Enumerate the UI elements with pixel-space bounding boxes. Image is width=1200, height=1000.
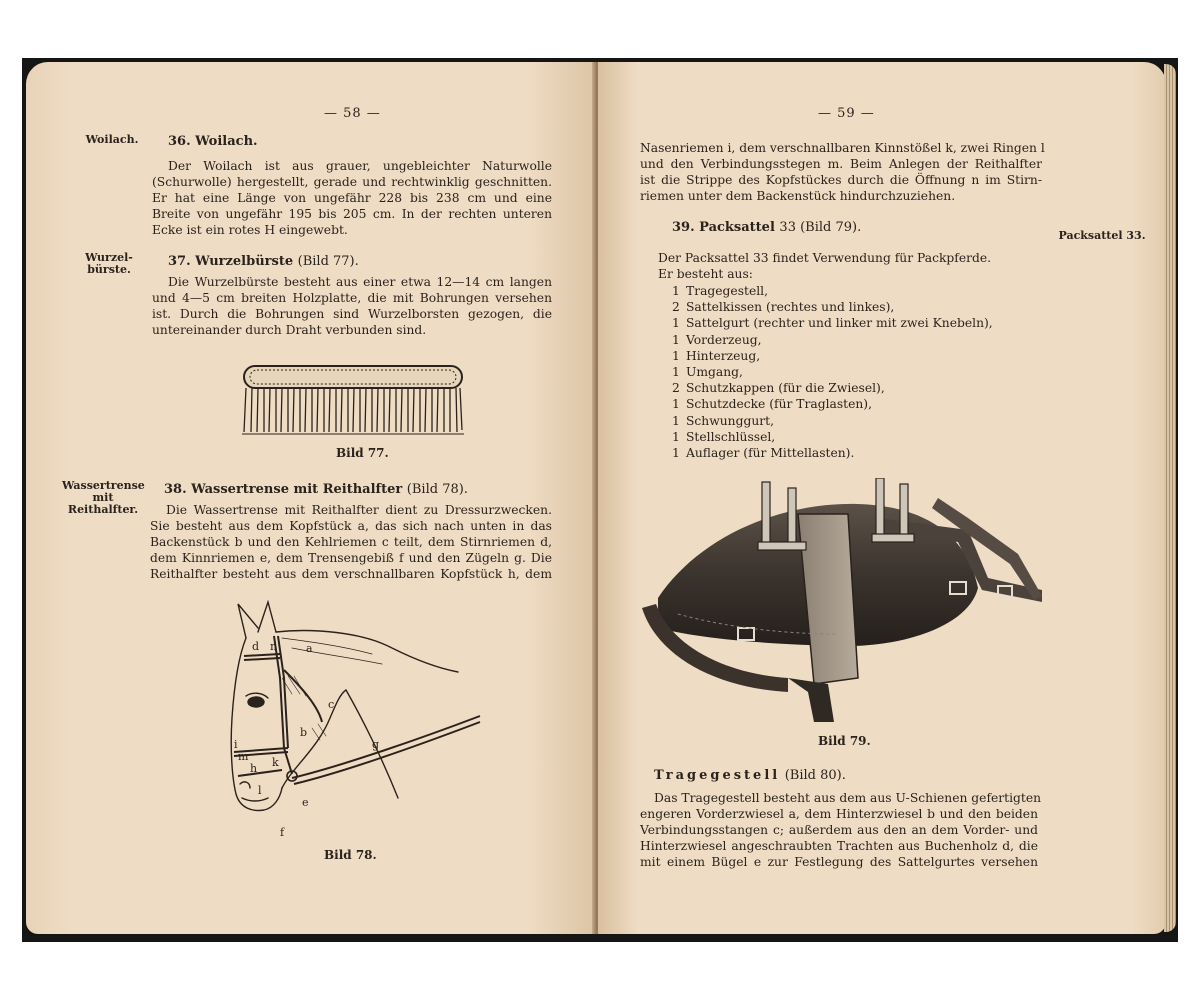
heading-reference: (Bild 80). bbox=[784, 768, 846, 783]
text-line: engeren Vorderzwiesel a, dem Hinterzwiesel b und den beiden bbox=[640, 807, 1038, 821]
label-c: c bbox=[328, 698, 335, 711]
heading-woilach: 36. Woilach. bbox=[168, 134, 258, 149]
paragraph-tragegestell bbox=[640, 790, 1042, 870]
text-line: riemen unter dem Backenstück hindurchzuziehen. bbox=[640, 189, 956, 203]
list-item bbox=[672, 413, 993, 429]
heading-reference: 33 (Bild 79). bbox=[779, 220, 862, 235]
text-line: Nasenriemen i, dem verschnallbaren Kinnstößel k, zwei Ringen l bbox=[640, 141, 1045, 155]
text-line: dem Kinnriemen e, dem Trensengebiß f und den Zügeln g. Die bbox=[150, 551, 552, 565]
part-name: Sattelgurt (rechter und linker mit zwei Knebeln), bbox=[686, 316, 993, 331]
text-line: untereinander durch Draht verbunden sind. bbox=[152, 323, 427, 337]
part-name: Tragegestell, bbox=[686, 284, 769, 298]
label-l: l bbox=[258, 784, 262, 797]
text-line: Die Wurzelbürste besteht aus einer etwa 12—14 cm langen bbox=[168, 275, 552, 289]
part-name: Vorderzeug, bbox=[686, 332, 762, 347]
label-e: e bbox=[302, 796, 309, 809]
text-line: Der Packsattel 33 findet Verwendung für Packpferde. bbox=[658, 251, 992, 265]
list-item bbox=[672, 445, 993, 461]
text-line: Das Tragegestell besteht aus dem aus U-Schienen gefertigten bbox=[654, 791, 1042, 805]
label-i: i bbox=[234, 738, 238, 751]
label-k: k bbox=[272, 756, 279, 769]
text-line: ist die Strippe des Kopfstückes durch die Öffnung n im Stirn- bbox=[640, 173, 1042, 187]
text-line: und 4—5 cm breiten Holzplatte, die mit Bohrungen versehen bbox=[152, 291, 552, 305]
part-quantity: 1 bbox=[672, 429, 680, 444]
right-page bbox=[598, 62, 1166, 934]
list-item bbox=[672, 332, 993, 348]
margin-note-wurzelbuerste bbox=[74, 252, 144, 276]
figure-caption-79: Bild 79. bbox=[818, 734, 871, 748]
part-quantity: 1 bbox=[672, 348, 680, 363]
paragraph-reithalfter-continued bbox=[640, 140, 1045, 204]
text-line: Sie besteht aus dem Kopfstück a, das sich nach unten in das bbox=[150, 519, 552, 533]
label-b: b bbox=[300, 726, 308, 739]
text-line: Hinterzwiesel angeschraubten Trachten aus Buchenholz d, die bbox=[640, 839, 1038, 853]
margin-note-line: Reithalfter. bbox=[67, 503, 139, 516]
text-line: Breite von ungefähr 195 bis 205 cm. In der rechten unteren bbox=[152, 207, 552, 221]
text-line: (Schurwolle) hergestellt, gerade und rechtwinklig geschnitten. bbox=[152, 175, 552, 189]
text-line: Der Woilach ist aus grauer, ungebleichter Naturwolle bbox=[168, 159, 552, 173]
text-line: Verbindungsstangen c; außerdem aus den an dem Vorder- und bbox=[640, 823, 1038, 837]
paragraph-packsattel-intro bbox=[658, 250, 1038, 282]
heading-text: 38. Wassertrense mit Reithalfter bbox=[164, 482, 403, 497]
part-quantity: 2 bbox=[672, 381, 680, 396]
text-line: Backenstück b und den Kehlriemen c teilt, dem Stirnriemen d, bbox=[150, 535, 552, 549]
part-quantity: 2 bbox=[672, 300, 680, 315]
margin-note-line: bürste. bbox=[87, 263, 131, 276]
margin-note-line: mit bbox=[92, 491, 114, 504]
label-n: n bbox=[270, 640, 278, 653]
book-page-edges bbox=[1164, 64, 1176, 932]
part-quantity: 1 bbox=[672, 316, 680, 331]
list-item bbox=[672, 380, 993, 396]
part-name: Auflager (für Mittellasten). bbox=[686, 446, 855, 461]
text-line: Er besteht aus: bbox=[658, 267, 753, 281]
label-a: a bbox=[306, 642, 313, 655]
label-d: d bbox=[252, 640, 260, 653]
heading-reference: (Bild 77). bbox=[297, 254, 359, 269]
packsattel-photo bbox=[638, 478, 1050, 726]
part-quantity: 1 bbox=[672, 284, 680, 298]
page-number-left: — 58 — bbox=[324, 106, 381, 121]
part-name: Umgang, bbox=[686, 365, 743, 380]
part-quantity: 1 bbox=[672, 365, 680, 380]
part-name: Schwunggurt, bbox=[686, 413, 774, 428]
heading-text: Tragegestell bbox=[654, 768, 781, 783]
list-item bbox=[672, 299, 993, 315]
part-quantity: 1 bbox=[672, 397, 680, 412]
part-name: Schutzdecke (für Traglasten), bbox=[686, 397, 873, 412]
text-line: Ecke ist ein rotes H eingewebt. bbox=[152, 223, 348, 237]
heading-packsattel bbox=[672, 220, 861, 235]
list-item bbox=[672, 315, 993, 331]
margin-note-line: Wassertrense bbox=[62, 479, 145, 492]
part-name: Hinterzeug, bbox=[686, 348, 761, 363]
heading-wurzelbuerste bbox=[168, 254, 359, 269]
figure-caption-78: Bild 78. bbox=[324, 848, 377, 862]
text-line: und den Verbindungsstegen m. Beim Anlegen der Reithalfter bbox=[640, 157, 1042, 171]
brush-illustration bbox=[238, 362, 468, 436]
part-quantity: 1 bbox=[672, 446, 680, 461]
heading-tragegestell bbox=[654, 768, 846, 783]
list-item bbox=[672, 364, 993, 380]
part-quantity: 1 bbox=[672, 413, 680, 428]
heading-text: 39. Packsattel bbox=[672, 220, 775, 235]
left-page bbox=[26, 62, 596, 934]
text-line: Die Wassertrense mit Reithalfter dient zu Dressurzwecken. bbox=[166, 503, 552, 517]
list-item bbox=[672, 396, 993, 412]
heading-text: 37. Wurzelbürste bbox=[168, 254, 294, 269]
paragraph-wassertrense bbox=[150, 502, 552, 582]
heading-wassertrense bbox=[164, 482, 468, 497]
list-item bbox=[672, 348, 993, 364]
horse-bridle-illustration bbox=[222, 598, 482, 840]
paragraph-wurzelbuerste bbox=[152, 274, 552, 338]
paragraph-woilach bbox=[152, 158, 552, 238]
part-name: Schutzkappen (für die Zwiesel), bbox=[686, 381, 885, 396]
list-item bbox=[672, 429, 993, 445]
part-quantity: 1 bbox=[672, 332, 680, 347]
list-item bbox=[672, 283, 993, 299]
text-line: mit einem Bügel e zur Festlegung des Sattelgurtes versehen bbox=[640, 855, 1038, 869]
text-line: Reithalfter besteht aus dem verschnallbaren Kopfstück h, dem bbox=[150, 567, 552, 581]
packsattel-parts-list bbox=[672, 283, 993, 461]
margin-note-woilach: Woilach. bbox=[85, 133, 139, 146]
label-m: m bbox=[238, 750, 249, 763]
margin-note-wassertrense bbox=[62, 480, 144, 516]
part-name: Stellschlüssel, bbox=[686, 429, 776, 444]
label-h: h bbox=[250, 762, 258, 775]
label-f: f bbox=[280, 826, 285, 839]
label-g: g bbox=[372, 738, 380, 751]
page-number-right: — 59 — bbox=[818, 106, 875, 121]
text-line: Er hat eine Länge von ungefähr 228 bis 238 cm und eine bbox=[152, 191, 552, 205]
part-name: Sattelkissen (rechtes und linkes), bbox=[686, 300, 895, 315]
margin-note-line: Wurzel- bbox=[85, 251, 133, 264]
text-line: ist. Durch die Bohrungen sind Wurzelborsten gezogen, die bbox=[152, 307, 552, 321]
figure-caption-77: Bild 77. bbox=[336, 446, 389, 460]
margin-note-packsattel: Packsattel 33. bbox=[1058, 229, 1146, 242]
heading-reference: (Bild 78). bbox=[406, 482, 468, 497]
